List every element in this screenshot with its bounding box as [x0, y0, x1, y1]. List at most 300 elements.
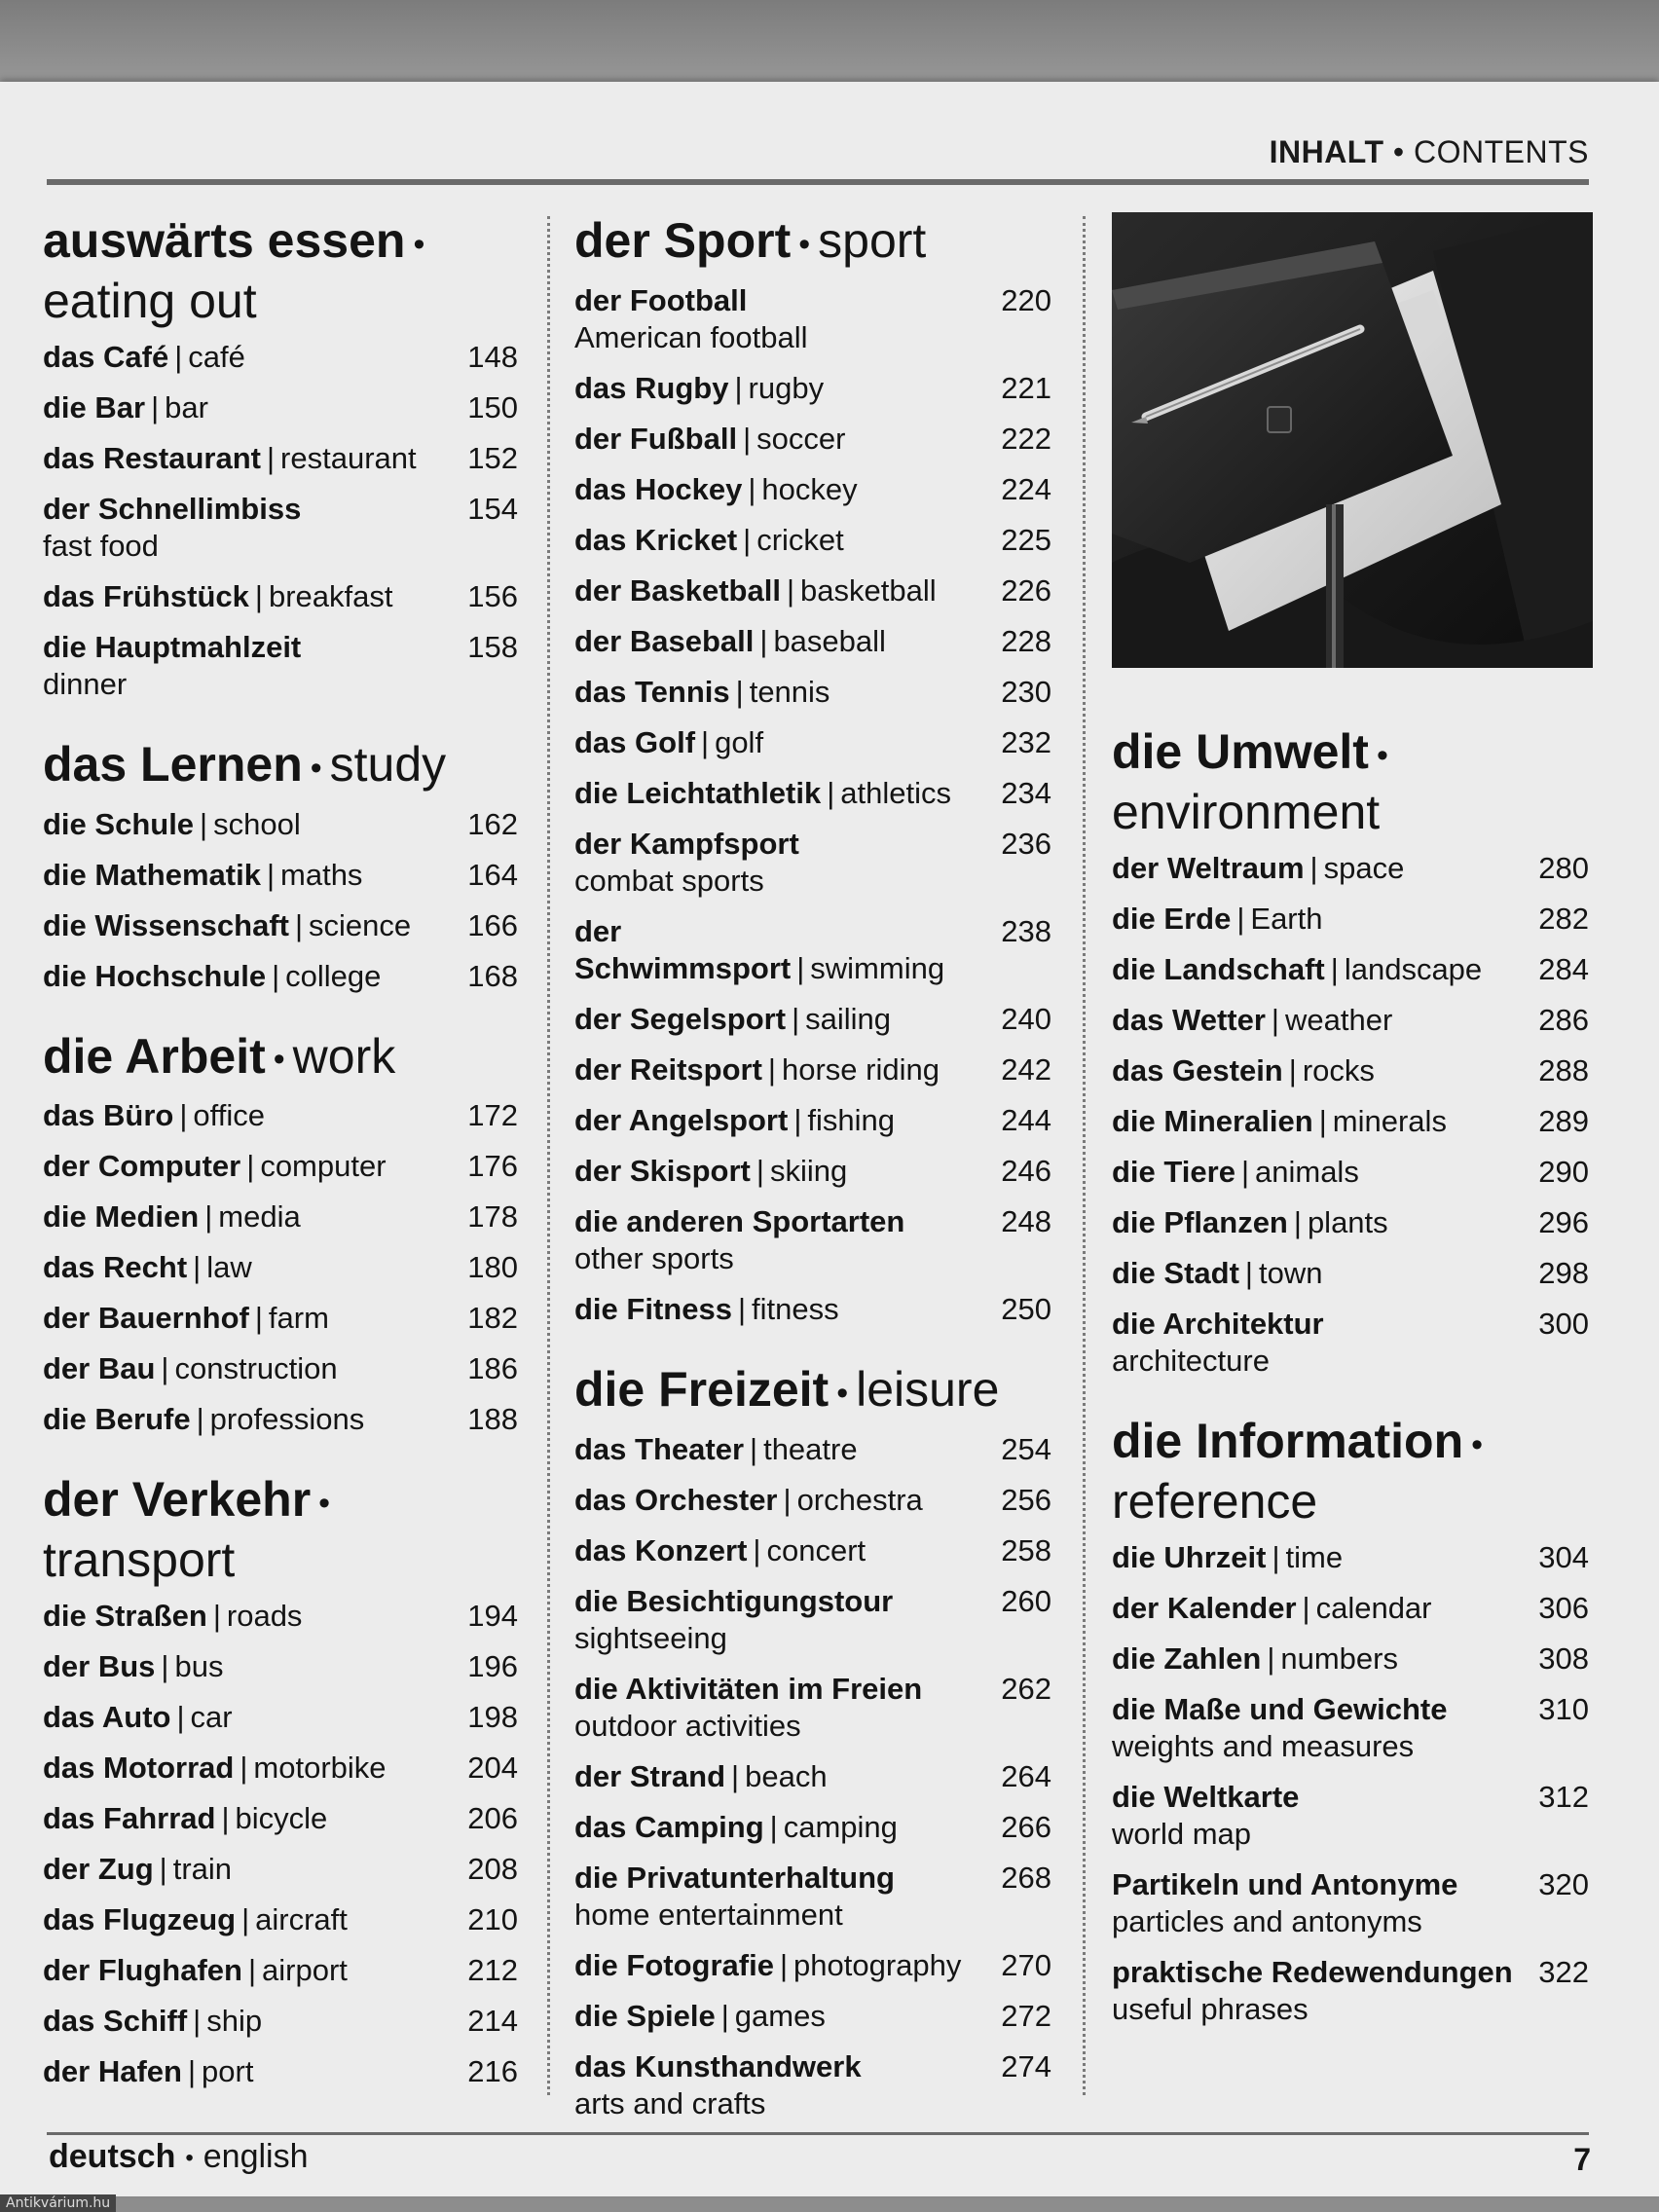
entry-en: Earth — [1250, 901, 1323, 936]
entry-separator: | — [151, 389, 160, 424]
entry-de: die Spiele — [574, 1998, 716, 2033]
entry-text — [43, 2003, 458, 2040]
entry-page-number: 158 — [467, 629, 518, 664]
contents-entry[interactable] — [1112, 1691, 1589, 1765]
contents-entry[interactable] — [43, 1401, 518, 1438]
contents-entry[interactable] — [43, 1300, 518, 1337]
entry-separator: | — [176, 1700, 185, 1735]
entry-page-number: 244 — [1001, 1102, 1051, 1137]
header-en: CONTENTS — [1414, 134, 1589, 169]
entry-page-number: 186 — [467, 1351, 518, 1386]
contents-entry[interactable] — [43, 1648, 518, 1685]
entry-page-number: 150 — [467, 389, 518, 424]
contents-entry[interactable] — [574, 1860, 1051, 1934]
contents-entry[interactable] — [574, 1998, 1051, 2035]
bullet-separator: • — [413, 225, 425, 263]
entry-de: das Wetter — [1112, 1002, 1266, 1037]
contents-entry[interactable] — [574, 1203, 1051, 1277]
entry-de: der Kalender — [1112, 1590, 1297, 1625]
contents-entry[interactable] — [43, 2003, 518, 2040]
contents-entry[interactable] — [574, 1431, 1051, 1468]
entry-text — [1112, 1306, 1529, 1380]
entry-en: weights and measures — [1112, 1728, 1415, 1763]
entry-page-number: 194 — [467, 1599, 518, 1634]
entry-text — [574, 1203, 991, 1277]
section-title-en: sport — [818, 213, 927, 268]
bullet-separator: • — [273, 1041, 285, 1079]
entry-separator: | — [753, 1532, 761, 1567]
watermark: Antikvárium.hu — [0, 2194, 116, 2212]
entry-text — [43, 1198, 458, 1235]
contents-entry[interactable] — [43, 1198, 518, 1235]
contents-entry[interactable] — [574, 1102, 1051, 1139]
entry-page-number: 306 — [1538, 1590, 1589, 1625]
entry-page-number: 166 — [467, 907, 518, 942]
entry-en: fishing — [807, 1102, 895, 1137]
contents-entry[interactable] — [1112, 1954, 1589, 2028]
entry-en: swimming — [810, 950, 945, 985]
contents-entry[interactable] — [43, 389, 518, 426]
footer-de: deutsch — [49, 2138, 176, 2175]
contents-entry[interactable] — [574, 1482, 1051, 1519]
entry-separator: | — [204, 1199, 213, 1235]
entry-de: die Pflanzen — [1112, 1204, 1288, 1239]
entry-page-number: 304 — [1538, 1539, 1589, 1574]
contents-entry[interactable] — [1112, 850, 1589, 887]
contents-entry[interactable] — [1112, 1103, 1589, 1140]
entry-de: der Strand — [574, 1758, 726, 1793]
entry-separator: | — [750, 1431, 758, 1466]
entry-separator: | — [221, 1801, 230, 1836]
entry-text — [43, 491, 458, 565]
contents-entry[interactable] — [574, 1001, 1051, 1038]
contents-entry[interactable] — [574, 282, 1051, 356]
entry-en: science — [309, 907, 412, 942]
entry-separator: | — [1330, 951, 1339, 986]
entry-page-number: 232 — [1001, 724, 1051, 759]
entry-page-number: 168 — [467, 958, 518, 993]
entry-text — [1112, 1204, 1529, 1241]
bullet-separator: • — [310, 749, 322, 787]
entry-text — [1112, 1691, 1529, 1765]
contents-entry[interactable] — [43, 1800, 518, 1837]
contents-entry[interactable] — [43, 1097, 518, 1134]
contents-entry[interactable] — [574, 421, 1051, 458]
entry-de: das Flugzeug — [43, 1902, 237, 1937]
entry-de: das Kricket — [574, 522, 738, 557]
contents-entry[interactable] — [574, 775, 1051, 812]
contents-entry[interactable] — [43, 2053, 518, 2090]
entry-separator: | — [720, 1998, 729, 2033]
section-title-en: reference — [1112, 1473, 1318, 1529]
entry-separator: | — [1244, 1255, 1253, 1290]
entry-page-number: 282 — [1538, 901, 1589, 936]
entry-page-number: 148 — [467, 339, 518, 374]
entry-text — [43, 806, 458, 843]
entry-de: die Bar — [43, 389, 146, 424]
contents-entry[interactable] — [574, 572, 1051, 609]
contents-entry[interactable] — [574, 826, 1051, 900]
entry-page-number: 238 — [1001, 913, 1051, 948]
entry-separator: | — [1272, 1539, 1280, 1574]
contents-entry[interactable] — [1112, 1306, 1589, 1380]
contents-section — [1112, 1413, 1589, 2028]
section-title-en: environment — [1112, 784, 1381, 839]
contents-entry[interactable] — [574, 1947, 1051, 1984]
contents-entry[interactable] — [1112, 901, 1589, 938]
entry-de: die Mathematik — [43, 857, 261, 892]
contents-entry[interactable] — [1112, 1052, 1589, 1089]
contents-entry[interactable] — [574, 471, 1051, 508]
entry-en: bus — [174, 1649, 224, 1684]
contents-entry[interactable] — [1112, 951, 1589, 988]
entry-text — [43, 1148, 458, 1185]
section-title-de: die Arbeit — [43, 1028, 266, 1084]
contents-entry[interactable] — [574, 2048, 1051, 2122]
entry-page-number: 274 — [1001, 2048, 1051, 2083]
contents-entry[interactable] — [1112, 1154, 1589, 1191]
entry-de: das Camping — [574, 1809, 764, 1844]
entry-separator: | — [187, 2054, 197, 2089]
section-title-en: study — [329, 736, 447, 792]
contents-entry[interactable] — [43, 1952, 518, 1989]
contents-entry[interactable] — [43, 907, 518, 944]
entry-de: praktische Redewendungen — [1112, 1954, 1513, 1989]
entry-en: architecture — [1112, 1343, 1270, 1378]
entry-text — [1112, 1154, 1529, 1191]
contents-entry[interactable] — [43, 1598, 518, 1635]
contents-entry[interactable] — [574, 370, 1051, 407]
entry-page-number: 220 — [1001, 282, 1051, 317]
entry-en: town — [1258, 1255, 1323, 1290]
contents-entry[interactable] — [574, 1291, 1051, 1328]
entry-text — [1112, 1002, 1529, 1039]
contents-entry[interactable] — [43, 1901, 518, 1938]
entry-page-number: 234 — [1001, 775, 1051, 810]
entry-en: construction — [174, 1351, 338, 1386]
entry-separator: | — [266, 857, 276, 892]
entry-page-number: 260 — [1001, 1583, 1051, 1618]
entry-text — [574, 724, 991, 761]
entry-de: der Hafen — [43, 2054, 182, 2089]
entry-page-number: 256 — [1001, 1482, 1051, 1517]
section-title-de: die Umwelt — [1112, 724, 1369, 779]
contents-entry[interactable] — [574, 724, 1051, 761]
entry-en: concert — [766, 1532, 866, 1567]
entry-page-number: 224 — [1001, 471, 1051, 506]
entry-page-number: 164 — [467, 857, 518, 892]
contents-entry[interactable] — [574, 913, 1051, 987]
section-title-de: der Verkehr — [43, 1472, 312, 1528]
contents-section — [574, 1361, 1051, 2122]
running-header: INHALT • CONTENTS — [1269, 134, 1589, 169]
entry-de: der Reitsport — [574, 1051, 762, 1087]
contents-entry[interactable] — [43, 491, 518, 565]
entry-text — [43, 1598, 458, 1635]
entry-de: der Bus — [43, 1649, 156, 1684]
entry-text — [1112, 1866, 1529, 1940]
contents-entry[interactable] — [574, 1532, 1051, 1569]
entry-text — [43, 1952, 458, 1989]
contents-entry[interactable] — [43, 1750, 518, 1787]
entry-separator: | — [779, 1947, 789, 1982]
entry-separator: | — [212, 1599, 221, 1634]
entry-separator: | — [735, 674, 744, 709]
section-title — [574, 1361, 1051, 1421]
contents-column-3 — [1112, 212, 1589, 2061]
entry-separator: | — [767, 1051, 776, 1087]
entry-separator: | — [737, 1291, 746, 1326]
entry-de: das Tennis — [574, 674, 730, 709]
contents-entry[interactable] — [43, 1249, 518, 1286]
entry-en: minerals — [1332, 1103, 1447, 1138]
contents-entry[interactable] — [43, 339, 518, 376]
contents-column-2 — [574, 212, 1051, 2156]
entry-text — [43, 389, 458, 426]
entry-text — [574, 1809, 991, 1846]
entry-de: die Medien — [43, 1199, 200, 1235]
contents-entry[interactable] — [43, 1350, 518, 1387]
entry-separator: | — [1267, 1641, 1275, 1676]
entry-page-number: 210 — [467, 1902, 518, 1937]
section-title — [43, 1471, 518, 1588]
entry-separator: | — [254, 1301, 263, 1336]
entry-text — [43, 1097, 458, 1134]
entry-text — [43, 857, 458, 894]
entry-text — [1112, 951, 1529, 988]
contents-entry[interactable] — [43, 1699, 518, 1736]
entry-text — [1112, 1103, 1529, 1140]
entry-de: der Flughafen — [43, 1953, 242, 1988]
column-divider — [1083, 216, 1086, 2095]
contents-entry[interactable] — [574, 674, 1051, 711]
contents-entry[interactable] — [43, 1851, 518, 1888]
entry-text — [574, 1998, 991, 2035]
footer-rule — [47, 2132, 1589, 2135]
contents-entry[interactable] — [43, 806, 518, 843]
entry-de: der Kampfsport — [574, 826, 799, 861]
contents-entry[interactable] — [1112, 1641, 1589, 1677]
entry-page-number: 266 — [1001, 1809, 1051, 1844]
entry-de: das Fahrrad — [43, 1801, 216, 1836]
footer-en: english — [203, 2138, 309, 2175]
entry-separator: | — [759, 623, 768, 658]
contents-entry[interactable] — [574, 1583, 1051, 1657]
entry-separator: | — [734, 370, 743, 405]
contents-entry[interactable] — [574, 1153, 1051, 1190]
entry-en: baseball — [773, 623, 886, 658]
contents-section — [43, 1028, 518, 1439]
entry-page-number: 280 — [1538, 850, 1589, 885]
entry-en: American football — [574, 319, 808, 354]
entry-de: die Besichtigungstour — [574, 1583, 894, 1618]
entry-de: Partikeln und Antonyme — [1112, 1866, 1458, 1901]
entry-page-number: 296 — [1538, 1204, 1589, 1239]
entry-de: der Schwimmsport — [574, 913, 792, 985]
entry-de: die Schule — [43, 806, 195, 841]
entry-text — [43, 958, 458, 995]
entry-text — [574, 1153, 991, 1190]
entry-de: das Motorrad — [43, 1751, 235, 1786]
entry-de: der Weltraum — [1112, 850, 1305, 885]
entry-text — [43, 578, 458, 615]
entry-en: particles and antonyms — [1112, 1903, 1422, 1938]
contents-entry[interactable] — [43, 578, 518, 615]
entry-separator: | — [793, 1102, 802, 1137]
entry-de: das Recht — [43, 1250, 188, 1285]
entry-en: fast food — [43, 528, 159, 563]
entry-text — [43, 440, 458, 477]
entry-text — [43, 1800, 458, 1837]
section-title — [43, 1028, 518, 1088]
bullet-separator: • — [798, 225, 811, 263]
contents-entry[interactable] — [1112, 1204, 1589, 1241]
entry-separator: | — [179, 1098, 188, 1133]
entry-en: professions — [209, 1402, 365, 1437]
section-title-en: transport — [43, 1532, 236, 1588]
entry-page-number: 182 — [467, 1301, 518, 1336]
entry-en: skiing — [769, 1153, 848, 1188]
entry-de: der Bau — [43, 1351, 156, 1386]
entry-en: aircraft — [255, 1902, 348, 1937]
entry-text — [574, 1001, 991, 1038]
entry-text — [574, 1671, 991, 1745]
entry-de: die Aktivitäten im Freien — [574, 1671, 923, 1706]
entry-separator: | — [1318, 1103, 1327, 1138]
contents-entry[interactable] — [1112, 1002, 1589, 1039]
entry-de: die Uhrzeit — [1112, 1539, 1267, 1574]
entry-separator: | — [159, 1852, 167, 1887]
section-title-en: leisure — [856, 1361, 1000, 1417]
entry-page-number: 172 — [467, 1098, 518, 1133]
contents-entry[interactable] — [1112, 1539, 1589, 1576]
entry-de: die Leichtathletik — [574, 775, 822, 810]
entry-de: die Hauptmahlzeit — [43, 629, 302, 664]
entry-page-number: 268 — [1001, 1860, 1051, 1895]
entry-text — [43, 1750, 458, 1787]
contents-section — [1112, 723, 1589, 1380]
entry-de: der Basketball — [574, 572, 781, 608]
contents-entry[interactable] — [43, 1148, 518, 1185]
entry-de: das Kunsthandwerk — [574, 2048, 862, 2083]
entry-text — [574, 1102, 991, 1139]
entry-de: der Bauernhof — [43, 1301, 249, 1336]
contents-entry[interactable] — [574, 1758, 1051, 1795]
entry-de: die Fitness — [574, 1291, 732, 1326]
entry-en: photography — [793, 1947, 962, 1982]
entry-page-number: 236 — [1001, 826, 1051, 861]
entry-text — [1112, 1539, 1529, 1576]
entry-page-number: 250 — [1001, 1291, 1051, 1326]
contents-entry[interactable] — [43, 857, 518, 894]
entry-text — [574, 1532, 991, 1569]
entry-en: maths — [280, 857, 363, 892]
entry-en: arts and crafts — [574, 2085, 766, 2120]
entry-page-number: 284 — [1538, 951, 1589, 986]
contents-entry[interactable] — [1112, 1255, 1589, 1292]
entry-en: farm — [268, 1301, 329, 1336]
entry-en: basketball — [800, 572, 937, 608]
entry-text — [43, 1300, 458, 1337]
contents-entry[interactable] — [1112, 1866, 1589, 1940]
entry-separator: | — [769, 1809, 778, 1844]
entry-de: der Football — [574, 282, 748, 317]
contents-entry[interactable] — [1112, 1779, 1589, 1853]
entry-text — [574, 1583, 991, 1657]
entry-text — [43, 1249, 458, 1286]
entry-text — [43, 1648, 458, 1685]
contents-entry[interactable] — [574, 623, 1051, 660]
entry-separator: | — [161, 1649, 169, 1684]
entry-en: computer — [260, 1149, 387, 1184]
bullet-separator: • — [836, 1374, 849, 1412]
contents-entry[interactable] — [43, 440, 518, 477]
entry-en: useful phrases — [1112, 1991, 1309, 2026]
entry-page-number: 262 — [1001, 1671, 1051, 1706]
entry-text — [574, 421, 991, 458]
entry-text — [43, 2053, 458, 2090]
entry-en: sailing — [805, 1001, 892, 1036]
entry-separator: | — [196, 1402, 204, 1437]
entry-en: fitness — [752, 1291, 839, 1326]
contents-section — [574, 212, 1051, 1328]
entry-en: world map — [1112, 1816, 1251, 1851]
entry-separator: | — [161, 1351, 169, 1386]
entry-page-number: 180 — [467, 1250, 518, 1285]
entry-en: athletics — [840, 775, 952, 810]
entry-page-number: 264 — [1001, 1758, 1051, 1793]
entry-de: der Computer — [43, 1149, 241, 1184]
entry-de: die Mineralien — [1112, 1103, 1313, 1138]
entry-en: theatre — [763, 1431, 858, 1466]
entry-page-number: 176 — [467, 1149, 518, 1184]
entry-separator: | — [792, 1001, 800, 1036]
entry-separator: | — [272, 958, 280, 993]
entry-en: dinner — [43, 666, 128, 701]
entry-separator: | — [756, 1153, 764, 1188]
contents-entry[interactable] — [574, 1809, 1051, 1846]
bullet-separator: • — [318, 1485, 331, 1523]
entry-separator: | — [743, 522, 752, 557]
contents-entry[interactable] — [574, 1671, 1051, 1745]
entry-en: space — [1323, 850, 1405, 885]
entry-de: die Stadt — [1112, 1255, 1239, 1290]
entry-text — [574, 913, 991, 987]
entry-separator: | — [266, 440, 276, 475]
entry-en: office — [193, 1098, 265, 1133]
contents-entry[interactable] — [43, 629, 518, 703]
entry-en: restaurant — [280, 440, 417, 475]
entry-separator: | — [247, 1953, 257, 1988]
entry-page-number: 312 — [1538, 1779, 1589, 1814]
entry-en: media — [218, 1199, 301, 1235]
entry-de: das Konzert — [574, 1532, 748, 1567]
entry-en: orchestra — [796, 1482, 923, 1517]
entry-text — [574, 1860, 991, 1934]
contents-entry[interactable] — [1112, 1590, 1589, 1627]
entry-page-number: 214 — [467, 2004, 518, 2039]
entry-separator: | — [246, 1149, 255, 1184]
contents-entry[interactable] — [43, 958, 518, 995]
entry-page-number: 230 — [1001, 674, 1051, 709]
contents-entry[interactable] — [574, 1051, 1051, 1088]
entry-text — [574, 623, 991, 660]
entry-de: die Erde — [1112, 901, 1232, 936]
contents-section — [43, 736, 518, 995]
entry-en: airport — [262, 1953, 348, 1988]
entry-de: der Skisport — [574, 1153, 751, 1188]
contents-entry[interactable] — [574, 522, 1051, 559]
